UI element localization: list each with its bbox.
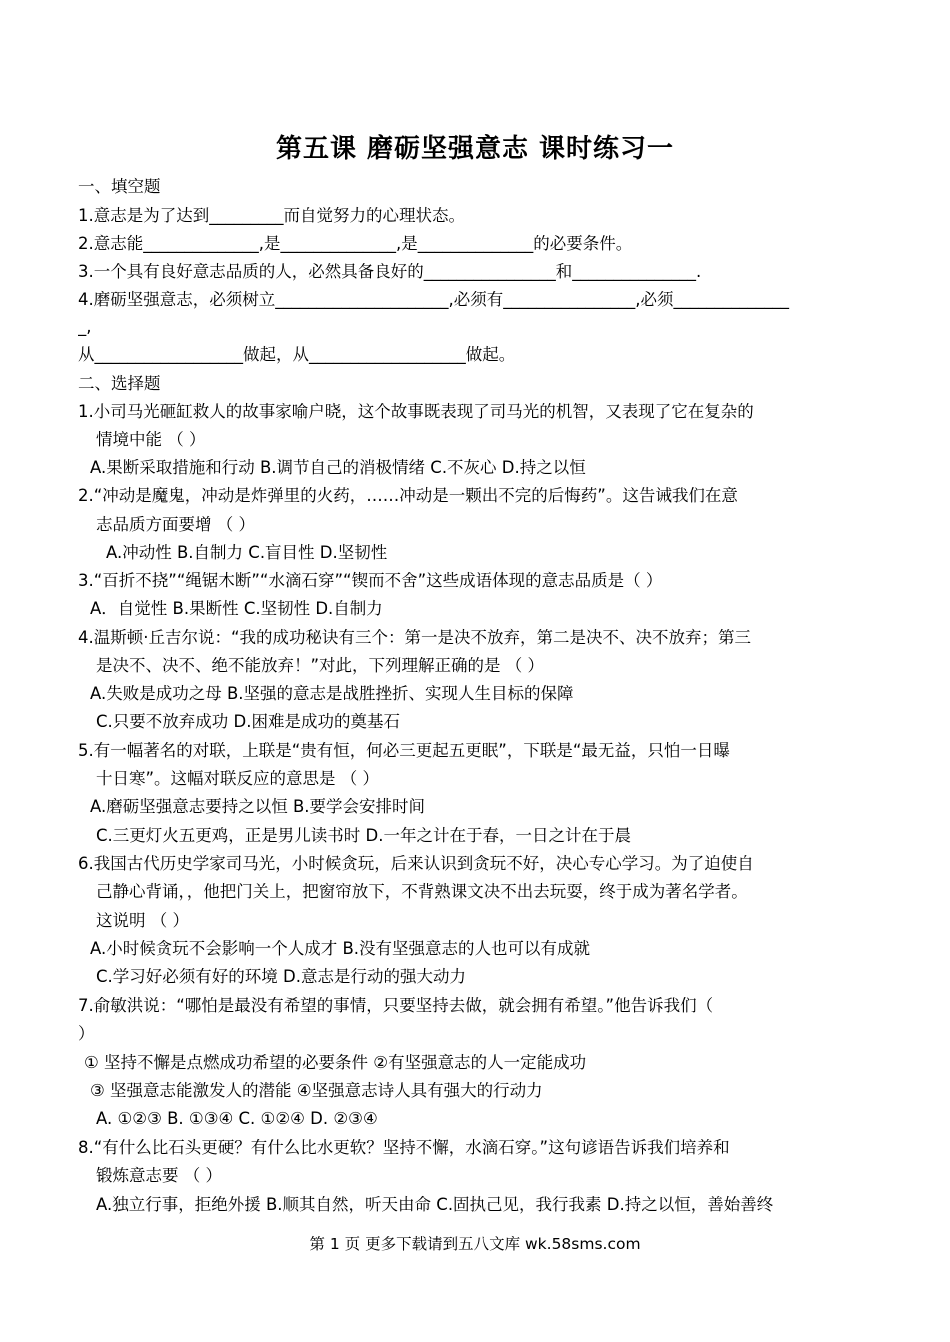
q8-options: A.独立行事，拒绝外援 B.顺其自然，听天由命 C.固执己见，我行我素 D.持之以恒，善始善终 [96,1195,774,1214]
q5-stem-line1: 5.有一幅著名的对联，上联是“贵有恒，何必三更起五更眠”，下联是“最无益，只怕一日曝 [78,741,730,760]
q4-stem-line1: 4.温斯顿·丘吉尔说：“我的成功秘诀有三个：第一是决不放弃，第二是决不、决不放弃；第三 [78,628,752,647]
q2-stem-line2: 志品质方面要增 （ ） [96,515,255,534]
page-footer: 第 1 页 更多下载请到五八文库 wk.58sms.com [309,1235,641,1253]
q7-stem-line1: 7.俞敏洪说：“哪怕是最没有希望的事情，只要坚持去做，就会拥有希望。”他告诉我们（ [78,996,714,1015]
q7-statements-line2: ③ 坚强意志能激发人的潜能 ④坚强意志诗人具有强大的行动力 [90,1081,543,1100]
q4-options-line2: C.只要不放弃成功 D.困难是成功的奠基石 [96,712,400,731]
q6-stem-line2: 己静心背诵，，他把门关上，把窗帘放下，不背熟课文决不出去玩耍，终于成为著名学者。 [96,882,748,901]
fill-question-4: 4.磨砺坚强意志，必须树立_____________________,必须有________________,必须______________ [78,290,789,309]
q1-stem-line2: 情境中能 （ ） [96,430,206,449]
fill-question-2: 2.意志能______________,是______________,是______________的必要条件。 [78,234,633,253]
q6-stem-line3: 这说明 （ ） [96,911,189,930]
fill-question-3: 3.一个具有良好意志品质的人，必然具备良好的________________和_______________. [78,262,702,281]
q8-stem-line2: 锻炼意志要 （ ） [96,1166,222,1185]
q3-stem-line1: 3.“百折不挠”“绳锯木断”“水滴石穿”“锲而不舍”这些成语体现的意志品质是（ ） [78,571,663,590]
q7-statements-line1: ① 坚持不懈是点燃成功希望的必要条件 ②有坚强意志的人一定能成功 [84,1053,587,1072]
q1-options: A.果断采取措施和行动 B.调节自己的消极情绪 C.不灰心 D.持之以恒 [90,458,586,477]
fill-question-1: 1.意志是为了达到_________而自觉努力的心理状态。 [78,206,465,225]
q5-options-line1: A.磨砺坚强意志要持之以恒 B.要学会安排时间 [90,797,426,816]
q6-options-line1: A.小时候贪玩不会影响一个人成才 B.没有坚强意志的人也可以有成就 [90,939,591,958]
q2-options: A.冲动性 B.自制力 C.盲目性 D.坚韧性 [106,543,388,562]
q4-options-line1: A.失败是成功之母 B.坚强的意志是战胜挫折、实现人生目标的保障 [90,684,574,703]
q5-stem-line2: 十日寒”。这幅对联反应的意思是 （ ） [96,769,380,788]
fill-question-5: 从__________________做起，从___________________做起。 [78,345,516,364]
section-heading-choice: 二、选择题 [78,374,161,393]
q6-stem-line1: 6.我国古代历史学家司马光，小时候贪玩，后来认识到贪玩不好，决心专心学习。为了迫使自 [78,854,754,873]
q7-stem-line2: ） [78,1024,95,1043]
q1-stem-line1: 1.小司马光砸缸救人的故事家喻户晓，这个故事既表现了司马光的机智，又表现了它在复杂的 [78,402,754,421]
page-title: 第五课 磨砺坚强意志 课时练习一 [275,134,675,164]
fill-question-4-wrap: _, [78,317,92,336]
q5-options-line2: C.三更灯火五更鸡，正是男儿读书时 D.一年之计在于春，一日之计在于晨 [96,826,631,845]
section-heading-fill: 一、填空题 [78,177,161,196]
q2-stem-line1: 2.“冲动是魔鬼，冲动是炸弹里的火药，……冲动是一颗出不完的后悔药”。这告诫我们在意 [78,486,738,505]
q8-stem-line1: 8.“有什么比石头更硬？有什么比水更软？坚持不懈，水滴石穿。”这句谚语告诉我们培养和 [78,1138,730,1157]
q4-stem-line2: 是决不、决不、绝不能放弃！”对此，下列理解正确的是 （ ） [96,656,545,675]
q7-options: A. ①②③ B. ①③④ C. ①②④ D. ②③④ [96,1109,378,1128]
q6-options-line2: C.学习好必须有好的环境 D.意志是行动的强大动力 [96,967,466,986]
q3-options: A．自觉性 B.果断性 C.坚韧性 D.自制力 [90,599,383,618]
